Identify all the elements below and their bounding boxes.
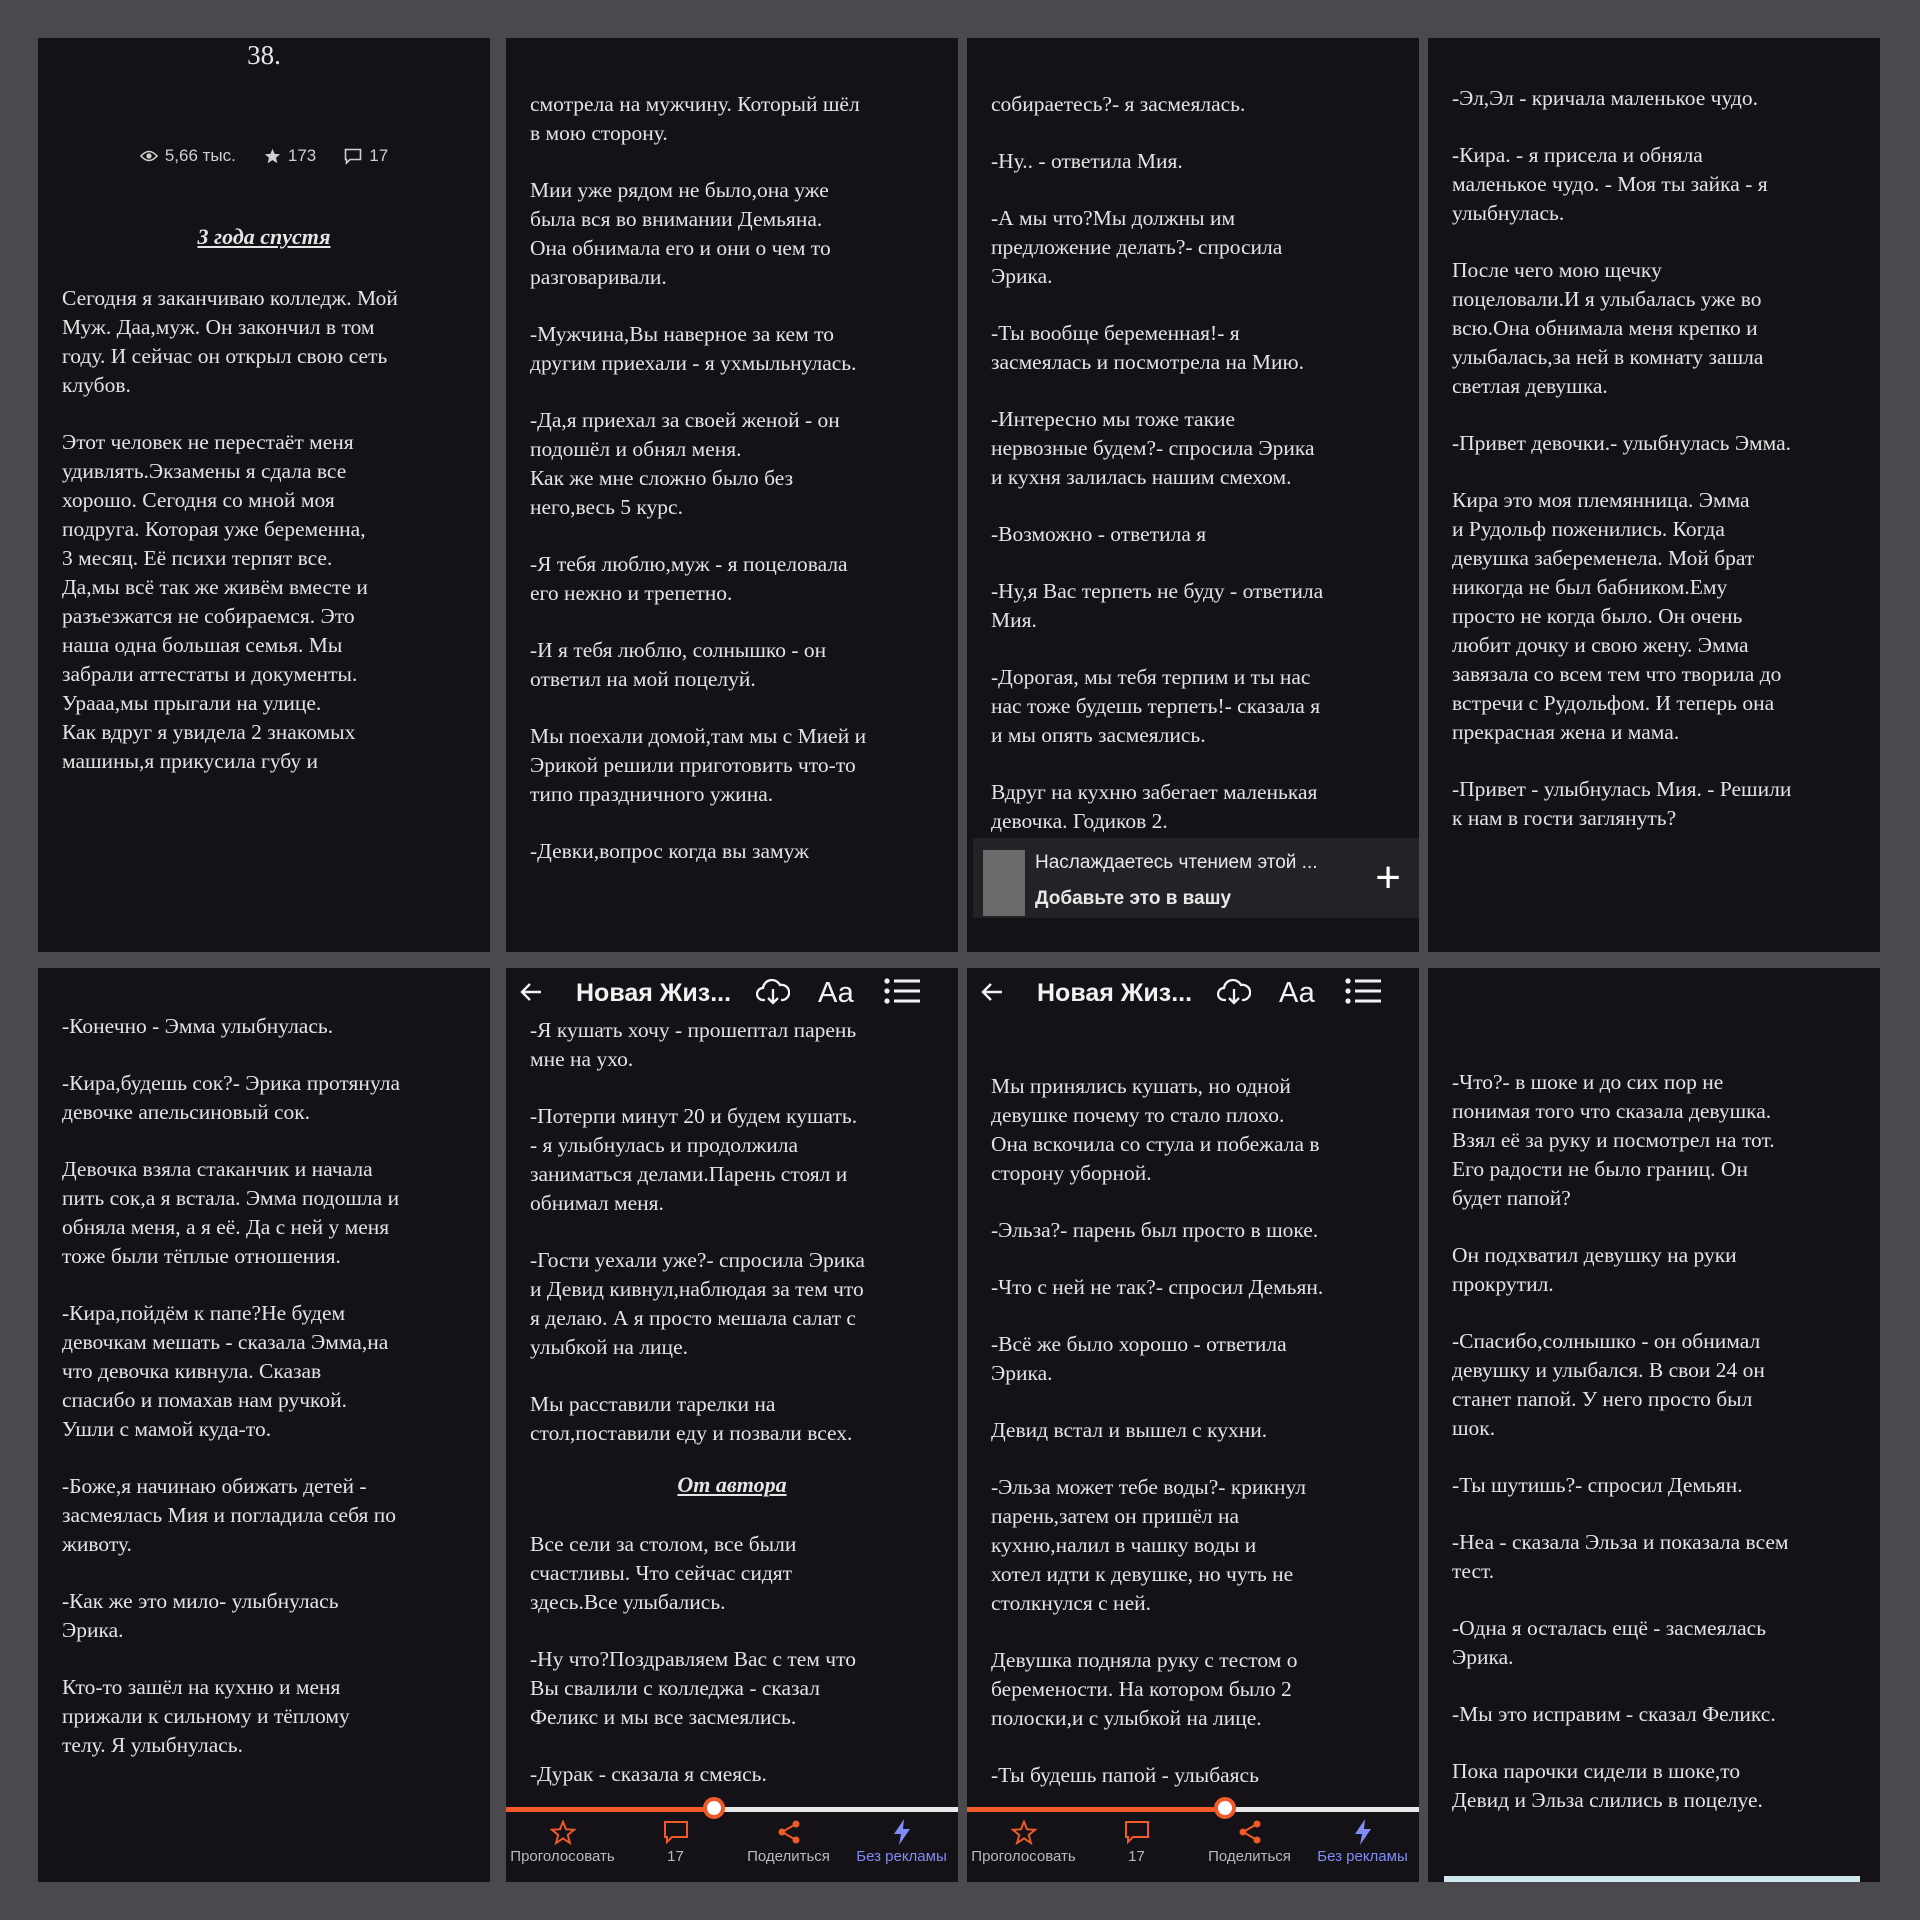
paragraph: -А мы что?Мы должны им предложение делать?- спросила Эрика.: [991, 206, 1283, 288]
paragraph: -Что?- в шоке и до сих пор не понимая того что сказала девушка. Взял её за руку и посмотрел на тот. Его радости не было границ. Он будет папой?: [1452, 1070, 1775, 1210]
no-ads-label: Без рекламы: [856, 1848, 947, 1865]
comments-label: 17: [667, 1848, 684, 1865]
chapter-text: [991, 90, 1399, 864]
vote-button[interactable]: [506, 1816, 619, 1865]
paragraph: -Дорогая, мы тебя терпим и ты нас нас тоже будешь терпеть!- сказала я и мы опять засмеялись.: [991, 665, 1321, 747]
paragraph: Мы поехали домой,там мы с Мией и Эрикой решили приготовить что-то типо праздничного ужина.: [530, 724, 867, 806]
font-settings-button[interactable]: Аа: [1279, 976, 1315, 1009]
paragraph: -Боже,я начинаю обижать детей - засмеялась Мия и погладила себя по животу.: [62, 1474, 396, 1556]
paragraph: -Привет девочки.- улыбнулась Эмма.: [1452, 431, 1792, 455]
download-icon[interactable]: [1217, 976, 1257, 1011]
lightning-icon: [1352, 1818, 1374, 1846]
chapter-number: 38.: [247, 40, 281, 70]
no-ads-button[interactable]: [845, 1816, 958, 1865]
chapter-text: [62, 1012, 470, 1788]
paragraph: Мы расставили тарелки на стол,поставили еду и позвали всех.: [530, 1392, 853, 1445]
paragraph: -Мужчина,Вы наверное за кем то другим приехали - я ухмыльнулась.: [530, 322, 857, 375]
banner-prompt: Наслаждаетесь чтением этой ...: [1035, 852, 1318, 873]
paragraph: -Как же это мило- улыбнулась Эрика.: [62, 1589, 339, 1642]
share-label: Поделиться: [1208, 1848, 1291, 1865]
paragraph: -Интересно мы тоже такие нервозные будем?- спросила Эрика и кухня залилась нашим смехом.: [991, 407, 1315, 489]
share-icon: [776, 1819, 802, 1845]
vote-star-icon: [550, 1820, 576, 1845]
page-panel-1: [38, 38, 490, 952]
vote-button[interactable]: [967, 1816, 1080, 1865]
paragraph: Мы принялись кушать, но одной девушке почему то стало плохо. Она вскочила со стула и побежала в сторону уборной.: [991, 1074, 1320, 1185]
back-arrow-icon[interactable]: [520, 978, 550, 1009]
chapter-stats: [38, 146, 490, 166]
back-arrow-icon[interactable]: [981, 978, 1011, 1009]
eye-icon: [140, 150, 158, 162]
paragraph: -Спасибо,солнышко - он обнимал девушку и улыбался. В свои 24 он станет папой. У него просто был шок.: [1452, 1329, 1765, 1440]
page-panel-3: [967, 38, 1419, 952]
paragraph: После чего мою щечку поцеловали.И я улыбалась уже во всю.Она обнимала меня крепко и улыбалась,за ней в комнату зашла светлая девушка.: [1452, 258, 1764, 398]
comments-stat: [344, 146, 388, 166]
paragraph: -Всё же было хорошо - ответила Эрика.: [991, 1332, 1287, 1385]
comment-icon: [344, 148, 362, 165]
paragraph: -Неа - сказала Эльза и показала всем тест.: [1452, 1530, 1789, 1583]
chapter-subtitle: 3 года спустя: [197, 224, 331, 249]
paragraph: -Кира,пойдём к папе?Не будем девочкам мешать - сказала Эмма,на что девочка кивнула. Сказав спасибо и помахав нам ручкой. Ушли с мамой куда-то.: [62, 1301, 389, 1441]
comments-button[interactable]: [619, 1816, 732, 1865]
paragraph: -Что с ней не так?- спросил Демьян.: [991, 1275, 1324, 1299]
paragraph: Этот человек не перестаёт меня удивлять.Экзамены я сдала все хорошо. Сегодня со мной моя подруга. Которая уже беременна, 3 месяц. Её психи терпят все. Да,мы всё так же живём вместе и разъезжатся не собираемся. Это наша одна большая семья. Мы забрали аттестаты и документы. Урааа,мы прыгали на улице. Как вдруг я увидела 2 знакомых машины,я прикусила губу и: [62, 430, 368, 773]
paragraph: -Кира,будешь сок?- Эрика протянула девочке апельсиновый сок.: [62, 1071, 401, 1124]
share-button[interactable]: [1193, 1816, 1306, 1865]
stars-stat: [264, 146, 316, 166]
paragraph: -Конечно - Эмма улыбнулась.: [62, 1014, 334, 1038]
story-title[interactable]: Новая Жиз...: [576, 978, 732, 1007]
chapter-text: [530, 90, 938, 894]
chapter-text: [991, 1072, 1399, 1847]
vote-label: Проголосовать: [510, 1848, 615, 1865]
no-ads-label: Без рекламы: [1317, 1848, 1408, 1865]
reader-bottom-bar: [506, 1796, 958, 1882]
views-count: 5,66 тыс.: [164, 146, 236, 165]
paragraph: Все сели за столом, все были счастливы. Что сейчас сидят здесь.Все улыбались.: [530, 1532, 797, 1614]
paragraph: -Возможно - ответила я: [991, 522, 1207, 546]
paragraph: -Одна я осталась ещё - засмеялась Эрика.: [1452, 1616, 1767, 1669]
reader-toolbar: [967, 968, 1419, 1018]
chapter-text: [1452, 1068, 1860, 1843]
comments-count: 17: [369, 146, 389, 165]
paragraph: -Эл,Эл - кричала маленькое чудо.: [1452, 86, 1758, 110]
reader-bottom-bar: [967, 1796, 1419, 1882]
reading-progress-fill: [506, 1807, 714, 1812]
no-ads-button[interactable]: [1306, 1816, 1419, 1865]
paragraph: -Мы это исправим - сказал Феликс.: [1452, 1702, 1776, 1726]
font-settings-button[interactable]: Аа: [818, 976, 854, 1009]
paragraph: -Привет - улыбнулась Мия. - Решили к нам в гости заглянуть?: [1452, 777, 1792, 830]
paragraph: -Кира. - я присела и обняла маленькое чудо. - Моя ты зайка - я улыбнулась.: [1452, 143, 1768, 225]
paragraph: Девушка подняла руку с тестом о беремености. На котором было 2 полоски,и с улыбкой на лице.: [991, 1648, 1298, 1730]
download-icon[interactable]: [756, 976, 796, 1011]
paragraph: -Потерпи минут 20 и будем кушать. - я улыбнулась и продолжила заниматься делами.Парень стоял и обнимал меня.: [530, 1104, 858, 1215]
paragraph: -Да,я приехал за своей женой - он подошёл и обнял меня. Как же мне сложно было без него,весь 5 курс.: [530, 408, 840, 519]
paragraph: Мии уже рядом не было,она уже была вся во внимании Демьяна. Она обнимала его и они о чем то разговаривали.: [530, 178, 831, 289]
paragraph: смотрела на мужчину. Который шёл в мою сторону.: [530, 92, 860, 145]
add-to-library-banner[interactable]: [973, 838, 1419, 918]
chapter-text: [1452, 84, 1860, 861]
paragraph: Вдруг на кухню забегает маленькая девочка. Годиков 2.: [991, 780, 1318, 833]
page-panel-8: [1428, 968, 1880, 1882]
paragraph: -Эльза?- парень был просто в шоке.: [991, 1218, 1319, 1242]
paragraph: -Ты шутишь?- спросил Демьян.: [1452, 1473, 1743, 1497]
page-panel-6: [506, 968, 958, 1882]
image-edge-placeholder: [1444, 1876, 1860, 1882]
paragraph: Кто-то зашёл на кухню и меня прижали к сильному и тёплому телу. Я улыбнулась.: [62, 1675, 350, 1757]
vote-label: Проголосовать: [971, 1848, 1076, 1865]
star-icon: [264, 148, 281, 164]
page-panel-2: [506, 38, 958, 952]
table-of-contents-icon[interactable]: [884, 978, 920, 1009]
chapter-text: [530, 1016, 938, 1476]
paragraph: -Ну,я Вас терпеть не буду - ответила Мия.: [991, 579, 1324, 632]
book-cover-thumbnail: [983, 850, 1025, 916]
chapter-text: [62, 284, 470, 804]
page-panel-5: [38, 968, 490, 1882]
page-panel-4: [1428, 38, 1880, 952]
paragraph: Кира это моя племянница. Эмма и Рудольф поженились. Когда девушка забеременела. Мой брат никогда не был бабником.Ему просто не когда было. Он очень любит дочку и свою жену. Эмма завязала со всем тем что творила до встречи с Рудольфом. И теперь она прекрасная жена и мама.: [1452, 488, 1782, 744]
paragraph: -И я тебя люблю, солнышко - он ответил на мой поцелуй.: [530, 638, 827, 691]
paragraph: -Ну что?Поздравляем Вас с тем что Вы свалили с колледжа - сказал Феликс и мы все засмеялись.: [530, 1647, 856, 1729]
share-label: Поделиться: [747, 1848, 830, 1865]
table-of-contents-icon[interactable]: [1345, 978, 1381, 1009]
paragraph: Девочка взяла стаканчик и начала пить сок,а я встала. Эмма подошла и обняла меня, а я её. Да с ней у меня тоже были тёплые отношения.: [62, 1157, 400, 1268]
paragraph: -Я тебя люблю,муж - я поцеловала его нежно и трепетно.: [530, 552, 848, 605]
vote-star-icon: [1011, 1820, 1037, 1845]
lightning-icon: [891, 1818, 913, 1846]
paragraph: собираетесь?- я засмеялась.: [991, 92, 1246, 116]
share-button[interactable]: [732, 1816, 845, 1865]
plus-icon[interactable]: +: [1375, 853, 1401, 902]
reader-toolbar: [506, 968, 958, 1018]
paragraph: -Гости уехали уже?- спросила Эрика и Девид кивнул,наблюдая за тем что я делаю. А я просто мешала салат с улыбкой на лице.: [530, 1248, 865, 1359]
paragraph: -Ну.. - ответила Мия.: [991, 149, 1183, 173]
paragraph: -Дурак - сказала я смеясь.: [530, 1762, 767, 1786]
reading-progress-fill: [967, 1807, 1225, 1812]
comments-label: 17: [1128, 1848, 1145, 1865]
paragraph: -Я кушать хочу - прошептал парень мне на ухо.: [530, 1018, 857, 1071]
paragraph: Девид встал и вышел с кухни.: [991, 1418, 1268, 1442]
comment-icon: [1124, 1820, 1150, 1845]
paragraph: -Эльза может тебе воды?- крикнул парень,затем он пришёл на кухню,налил в чашку воды и хотел идти к девушке, но чуть не столкнулся с ней.: [991, 1475, 1307, 1615]
comments-button[interactable]: [1080, 1816, 1193, 1865]
comment-icon: [663, 1820, 689, 1845]
share-icon: [1237, 1819, 1263, 1845]
paragraph: Сегодня я заканчиваю колледж. Мой Муж. Даа,муж. Он закончил в том году. И сейчас он открыл свою сеть клубов.: [62, 286, 398, 397]
paragraph: Пока парочки сидели в шоке,то Девид и Эльза слились в поцелуе.: [1452, 1759, 1763, 1812]
paragraph: -Девки,вопрос когда вы замуж: [530, 839, 809, 863]
stars-count: 173: [287, 146, 317, 165]
author-note-heading: От автора: [677, 1472, 787, 1497]
paragraph: -Ты вообще беременная!- я засмеялась и посмотрела на Мию.: [991, 321, 1304, 374]
banner-cta: Добавьте это в вашу: [1035, 888, 1232, 909]
chapter-text-continued: [530, 1530, 938, 1817]
page-panel-7: [967, 968, 1419, 1882]
story-title[interactable]: Новая Жиз...: [1037, 978, 1193, 1007]
paragraph: Он подхватил девушку на руки прокрутил.: [1452, 1243, 1737, 1296]
paragraph: -Ты будешь папой - улыбаясь: [991, 1763, 1259, 1787]
views-stat: [140, 146, 236, 166]
